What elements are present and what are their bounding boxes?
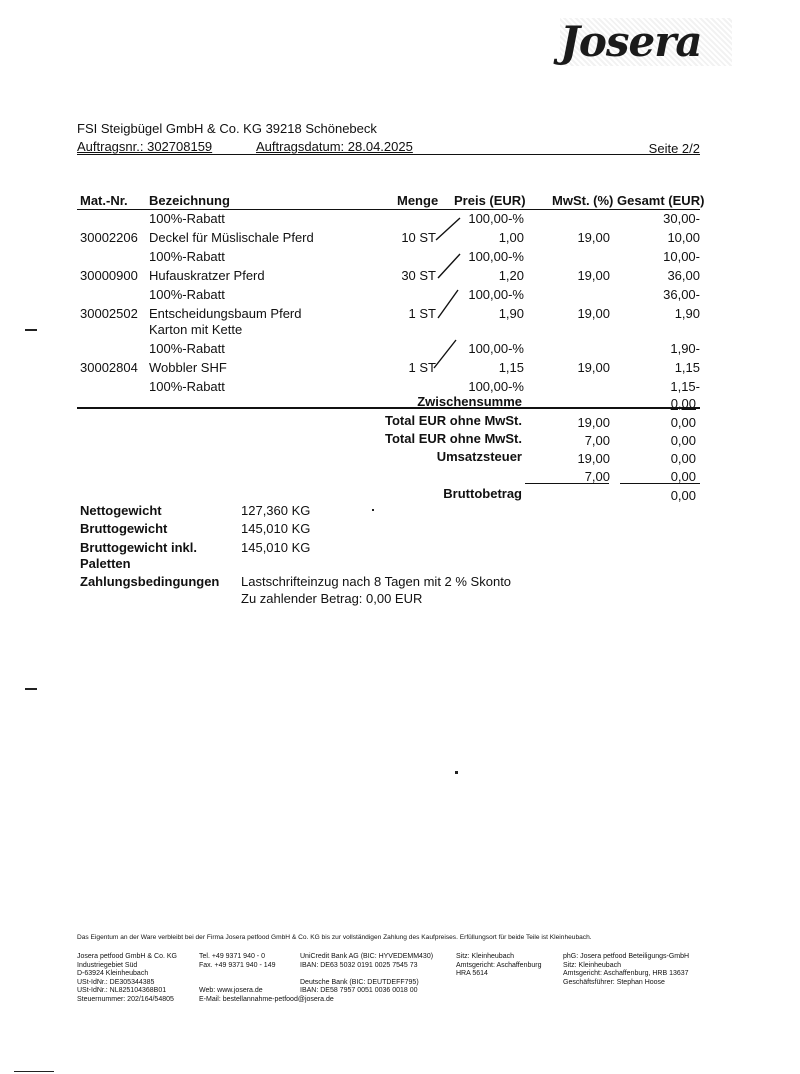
row-price: 1,00 [498,230,524,245]
row-mat-nr: 30000900 [80,268,138,283]
net-total-7-vat: 7,00 [584,433,610,448]
scan-artifact [25,329,37,331]
josera-logo: Josera [560,18,732,66]
footer-col1-line: D-63924 Kleinheubach [77,970,149,977]
row-description: 100%-Rabatt [149,249,225,264]
handwritten-check-marks [430,210,480,400]
vat-19-value: 0,00 [670,451,696,466]
payment-terms-line-2: Zu zahlender Betrag: 0,00 EUR [241,591,423,606]
scan-artifact [14,1071,54,1072]
net-total-19-vat: 19,00 [577,415,610,430]
row-description: 100%-Rabatt [149,211,225,226]
row-description: 100%-Rabatt [149,379,225,394]
row-mat-nr: 30002206 [80,230,138,245]
footer-col1-line: Industriegebiet Süd [77,961,138,969]
ownership-notice: Das Eigentum an der Ware verbleibt bei der Firma Josera petfood GmbH & Co. KG bis zur vollständigen Zahlung des Kaufpreises. Erfüllungsort für beide Teile ist Kleinheubach. [77,934,592,941]
sender-address-line: FSI Steigbügel GmbH & Co. KG 39218 Schönebeck [77,121,377,136]
row-total: 1,15- [670,379,700,394]
row-quantity: 1 ST [408,360,436,375]
scan-artifact [25,688,37,690]
totals-rule [77,407,700,409]
footer-col3-line: IBAN: DE58 7957 0051 0036 0018 00 [300,987,418,994]
row-description: 100%-Rabatt [149,287,225,302]
header-underline [77,154,700,155]
gross-total-label: Bruttobetrag [443,486,522,501]
row-description: Wobbler SHF [149,360,227,375]
footer-col1-line: USt-IdNr.: NL825104368B01 [77,987,167,994]
row-price: 1,90 [498,306,524,321]
row-description-line-2: Karton mit Kette [149,322,243,337]
row-price: 100,00-% [468,211,524,226]
row-total: 36,00- [663,287,700,302]
net-total-7-label: Total EUR ohne MwSt. [385,431,522,446]
row-description: Deckel für Müslischale Pferd [149,230,314,245]
gross-weight-pallets-value: 145,010 KG [241,540,311,555]
vat-19-rate: 19,00 [577,451,610,466]
footer-col2-line: Web: www.josera.de [199,987,263,994]
footer-col1-line: Steuernummer: 202/164/54805 [77,995,174,1003]
gross-total-value: 0,00 [670,488,696,503]
net-total-7-value: 0,00 [670,433,696,448]
vat-rule-right [620,483,700,484]
footer-col2-line: Tel. +49 9371 940 - 0 [199,953,265,960]
scan-artifact [372,509,374,511]
row-price: 100,00-% [468,379,524,394]
footer-col1-line: USt-IdNr.: DE305344385 [77,978,155,986]
row-total: 36,00 [667,268,700,283]
vat-7-rate: 7,00 [584,469,610,484]
row-quantity: 30 ST [401,268,436,283]
footer-col1-line: Josera petfood GmbH & Co. KG [77,953,177,960]
row-total: 30,00- [663,211,700,226]
row-vat: 19,00 [577,360,610,375]
footer-col4-line: Amtsgericht: Aschaffenburg [456,961,542,969]
order-number: Auftragsnr.: 302708159 [77,139,213,154]
row-total: 1,15 [674,360,700,375]
subtotal-value: 0,00 [670,396,696,411]
row-description: Hufauskratzer Pferd [149,268,265,283]
vat-7-value: 0,00 [670,469,696,484]
footer-col3-line: UniCredit Bank AG (BIC: HYVEDEMM430) [300,953,434,960]
row-price: 100,00-% [468,249,524,264]
row-price: 100,00-% [468,287,524,302]
row-description: Entscheidungsbaum Pferd [149,306,302,321]
footer-col5-line: Sitz: Kleinheubach [563,961,621,969]
row-quantity: 10 ST [401,230,436,245]
footer-col3-line: IBAN: DE63 5032 0191 0025 7545 73 [300,961,418,969]
row-total: 10,00- [663,249,700,264]
row-price: 1,20 [498,268,524,283]
row-description: 100%-Rabatt [149,341,225,356]
footer-col4-line: HRA 5614 [456,970,488,977]
page-number: Seite 2/2 [648,141,700,156]
row-total: 1,90- [670,341,700,356]
net-weight-value: 127,360 KG [241,503,311,518]
footer-col2-line: Fax. +49 9371 940 - 149 [199,961,276,969]
table-header-rule [77,209,700,210]
vat-rule-left [525,483,609,484]
gross-weight-value: 145,010 KG [241,521,311,536]
order-date: Auftragsdatum: 28.04.2025 [256,139,413,154]
payment-terms-label: Zahlungsbedingungen [80,574,220,589]
net-total-19-label: Total EUR ohne MwSt. [385,413,522,428]
col-header-mat-nr: Mat.-Nr. [80,193,128,208]
col-header-total: Gesamt (EUR) [617,193,705,208]
row-mat-nr: 30002804 [80,360,138,375]
vat-label: Umsatzsteuer [436,449,522,464]
row-total: 1,90 [674,306,700,321]
gross-weight-pallets-label: Bruttogewicht inkl. [80,540,197,555]
row-total: 10,00 [667,230,700,245]
footer-col5-line: Geschäftsführer: Stephan Hoose [563,978,665,986]
row-vat: 19,00 [577,230,610,245]
gross-weight-label: Bruttogewicht [80,521,168,536]
net-total-19-value: 0,00 [670,415,696,430]
row-vat: 19,00 [577,268,610,283]
net-weight-label: Nettogewicht [80,503,162,518]
footer-col3-line: Deutsche Bank (BIC: DEUTDEFF795) [300,978,419,986]
footer-col5-line: Amtsgericht: Aschaffenburg, HRB 13637 [563,970,689,977]
payment-terms-line-1: Lastschrifteinzug nach 8 Tagen mit 2 % Skonto [241,574,512,589]
scan-artifact [455,771,458,774]
row-price: 100,00-% [468,341,524,356]
footer-col5-line: phG: Josera petfood Beteiligungs-GmbH [563,953,690,960]
row-quantity: 1 ST [408,306,436,321]
col-header-vat: MwSt. (%) [552,193,614,208]
col-header-quantity: Menge [397,193,439,208]
footer-col4-line: Sitz: Kleinheubach [456,953,514,960]
col-header-price: Preis (EUR) [454,193,526,208]
row-mat-nr: 30002502 [80,306,138,321]
col-header-description: Bezeichnung [149,193,230,208]
subtotal-label: Zwischensumme [417,394,522,409]
row-vat: 19,00 [577,306,610,321]
footer-col2-line: E-Mail: bestellannahme-petfood@josera.de [199,995,334,1003]
gross-weight-pallets-label-2: Paletten [80,556,131,571]
row-price: 1,15 [498,360,524,375]
